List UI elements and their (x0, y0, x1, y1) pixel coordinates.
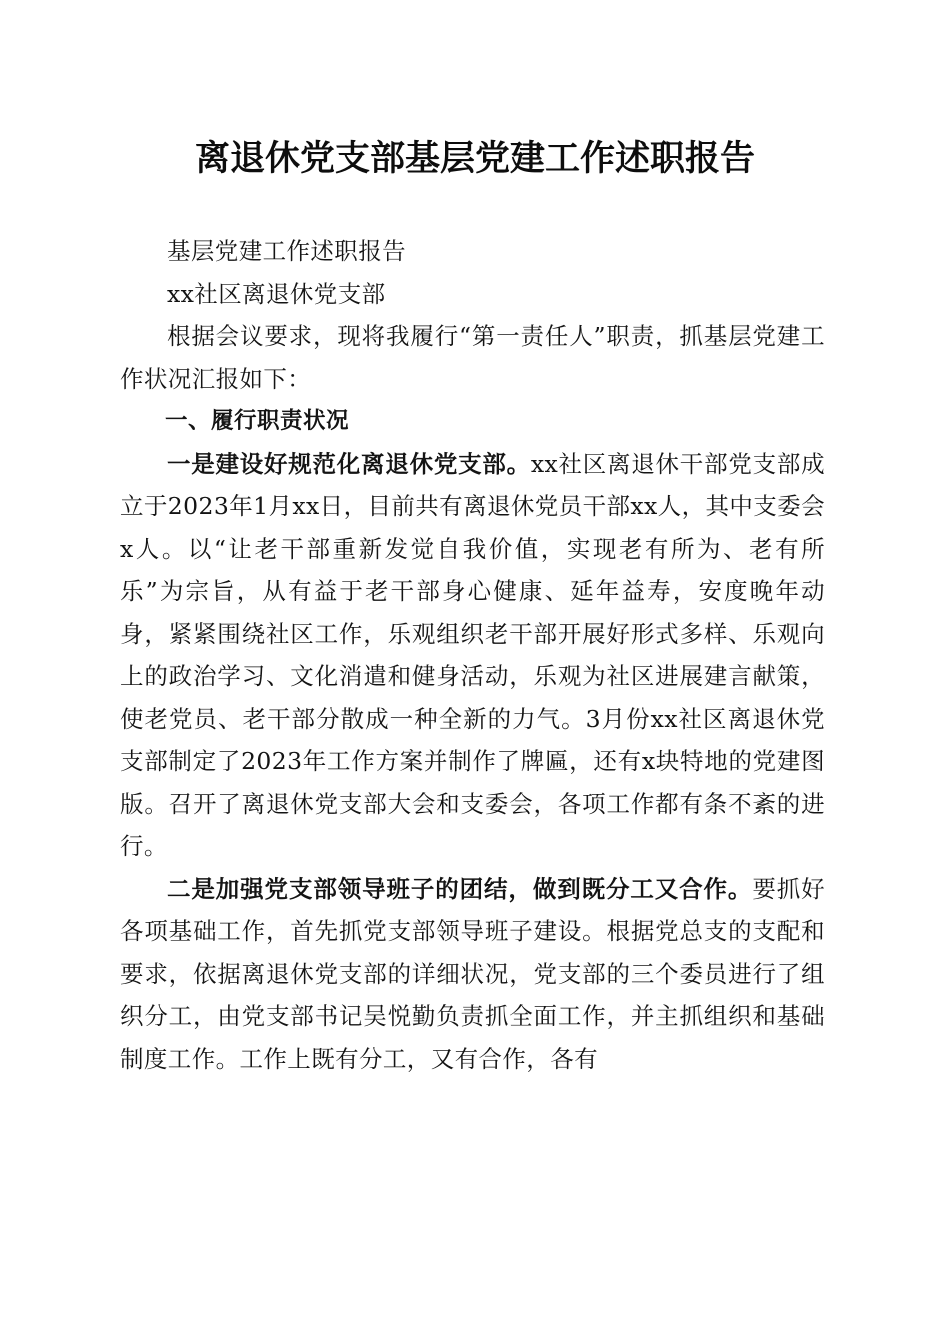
paragraph-2-body: 要抓好各项基础工作，首先抓党支部领导班子建设。根据党总支的支配和要求，依据离退休党支部的详细状况，党支部的三个委员进行了组织分工，由党支部书记吴悦勤负责抓全面工作，并主抓组织和基础制度工作。工作上既有分工，又有合作，各有 (120, 874, 825, 1073)
organization-line: xx社区离退休党支部 (167, 279, 386, 308)
paragraph-2-lead: 二是加强党支部领导班子的团结，做到既分工又合作。 (167, 874, 753, 903)
intro-paragraph: 根据会议要求，现将我履行“第一责任人”职责，抓基层党建工作状况汇报如下： (120, 322, 825, 393)
document-title: 离退休党支部基层党建工作述职报告 (194, 138, 755, 179)
section-heading: 一、履行职责状况 (165, 408, 350, 434)
paragraph-2 (120, 868, 825, 1081)
subtitle-line: 基层党建工作述职报告 (167, 237, 406, 265)
document-body (120, 230, 825, 1080)
paragraph-1-lead: 一是建设好规范化离退休党支部。 (167, 449, 531, 478)
paragraph-1 (120, 443, 825, 868)
paragraph-1-body: xx社区离退休干部党支部成立于2023年1月xx日，目前共有离退休党员干部xx人，其中支委会x人。以“让老干部重新发觉自我价值，实现老有所为、老有所乐”为宗旨，从有益于老干部身心健康、延年益寿，安度晚年动身，紧紧围绕社区工作，乐观组织老干部开展好形式多样、乐观向上的政治学习、文化消遣和健身活动，乐观为社区进展建言献策，使老党员、老干部分散成一种全新的力气。3月份xx社区离退休党支部制定了2023年工作方案并制作了牌匾，还有x块特地的党建图版。召开了离退休党支部大会和支委会，各项工作都有条不紊的进行。 (120, 449, 825, 860)
